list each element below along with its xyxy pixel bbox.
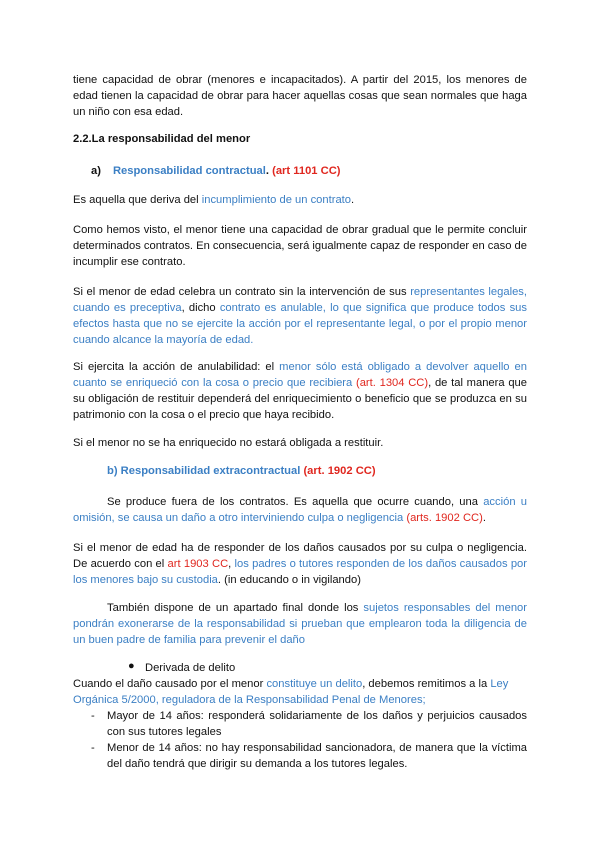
reference-run: art 1903 CC [167,558,229,570]
highlight-run: representantes legales, cuando es preceptiva [73,286,527,314]
paragraph-fuera-contratos [73,494,527,526]
paragraph-definition [73,192,527,208]
dash-marker: - [91,742,95,754]
paragraph-sin-intervencion [73,284,527,348]
subheading-title: b) Responsabilidad extracontractual [107,465,301,477]
text-run: , de tal manera que su obligación de restituir dependerá del enriquecimiento o beneficio que se produzca en su patrimonio con la cosa o el precio que haya recibido. [73,377,527,421]
text-run: También dispone de un apartado final donde los [107,602,364,614]
highlight-run: los padres o tutores responden de los daños causados por los menores bajo su custodia [73,558,527,586]
text-run: . [482,512,486,524]
highlight-run: acción u omisión, se causa un daño a otro interviniendo culpa o negligencia [73,496,527,524]
text-run: Es aquella que deriva del [73,194,202,206]
text-run: , dicho [181,302,220,314]
text-run: Cuando el daño causado por el menor [73,678,267,690]
text-run: , [228,558,235,570]
text-run: , debemos remitimos a la [362,678,491,690]
paragraph-danos [73,540,527,588]
section-heading: 2.2.La responsabilidad del menor [73,133,251,145]
paragraph-tambien [73,600,527,648]
highlight-run: Ley Orgánica 5/2000, reguladora de la Responsabilidad Penal de Menores; [73,678,509,706]
subheading-contractual [91,163,341,179]
subheading-ref: (art. 1902 CC) [303,465,376,477]
subheading-title: Responsabilidad contractual [112,165,266,177]
subheading-dot: . [265,165,269,177]
highlight-run: sujetos responsables del menor pondrán exonerarse de la responsabilidad si prueban que emplearon toda la diligencia de un buen padre de familia para prevenir el daño [73,602,527,646]
text-run: Si el menor de edad celebra un contrato sin la intervención de sus [73,286,411,298]
dash-item-mayor: Mayor de 14 años: responderá solidariamente de los daños y perjuicios causados con sus tutores legales [107,710,527,738]
highlight-run: contrato es anulable, lo que significa que produce todos sus efectos hasta que no se ejercite la acción por el representante legal, o por el propio menor cuando alcance la mayoría de edad. [73,302,527,346]
text-run: . (in educando o in vigilando) [217,574,361,586]
subheading-marker: a) [91,165,101,177]
highlight-run: incumplimiento de un contrato [201,194,352,206]
paragraph-delito [73,676,527,708]
paragraph-no-enriquecido: Si el menor no se ha enriquecido no estará obligada a restituir. [73,437,384,449]
bullet-icon: ● [128,660,135,672]
text-run: . [351,194,355,206]
bullet-label: Derivada de delito [145,662,236,674]
highlight-run: constituye un delito [266,678,363,690]
paragraph-gradual: Como hemos visto, el menor tiene una capacidad de obrar gradual que le permite concluir determinados contratos. En consecuencia, será igualmente capaz de responder en caso de incumplir ese contrato. [73,224,527,268]
dash-item-menor: Menor de 14 años: no hay responsabilidad sancionadora, de manera que la víctima del daño tendrá que dirigir su demanda a los tutores legales. [107,742,527,770]
reference-run: (art. 1304 CC) [355,377,429,389]
paragraph-anulabilidad [73,359,527,423]
subheading-ref: (art 1101 CC) [272,165,341,177]
highlight-run: menor sólo está obligado a devolver aquello en cuanto se enriqueció con la cosa o precio que recibiera [73,361,527,389]
reference-run: (arts. 1902 CC) [406,512,483,524]
subheading-extracontractual [107,463,376,479]
paragraph-intro: tiene capacidad de obrar (menores e incapacitados). A partir del 2015, los menores de edad tienen la capacidad de obrar para hacer aquellas cosas que sean normales que haga un niño con esa edad. [73,74,527,118]
text-run: Se produce fuera de los contratos. Es aquella que ocurre cuando, una [107,496,484,508]
dash-marker: - [91,710,95,722]
text-run: Si el menor de edad ha de responder de los daños causados por su culpa o negligencia. De acuerdo con el [73,542,527,570]
text-run: Si ejercita la acción de anulabilidad: el [73,361,280,373]
